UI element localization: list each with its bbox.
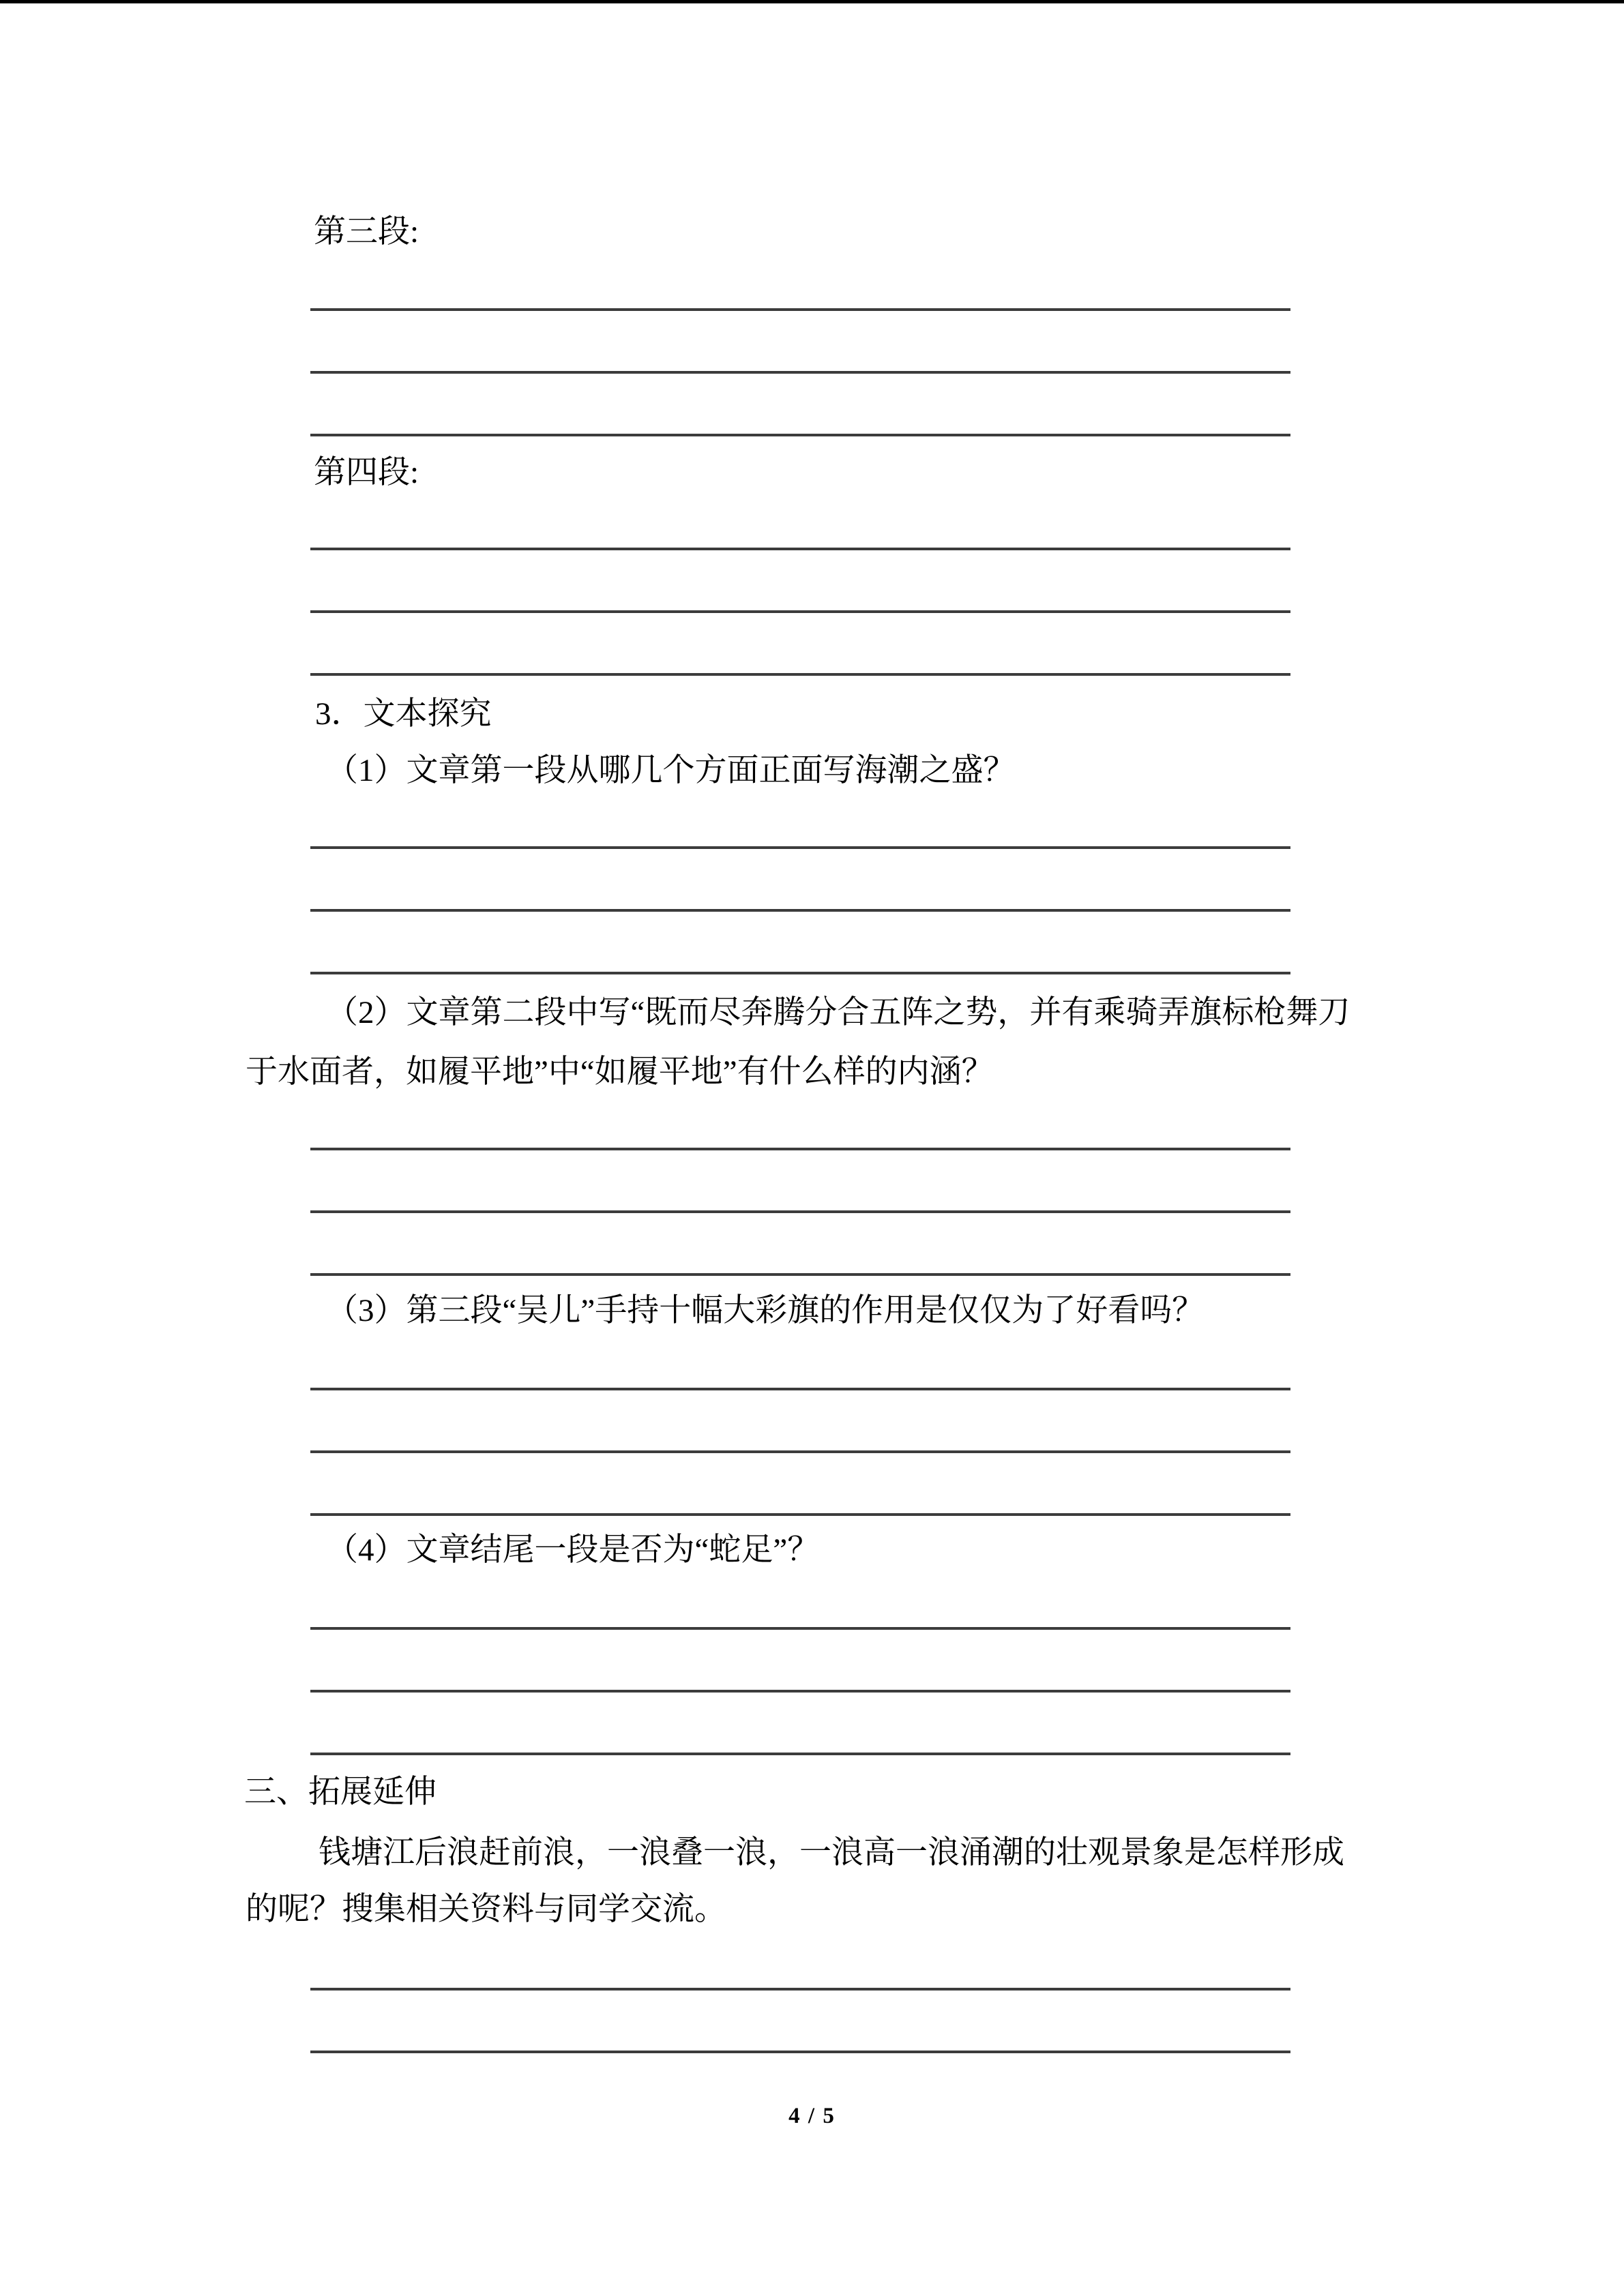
paragraph3-label: 第三段: <box>314 214 419 250</box>
answer-line <box>310 1630 1290 1693</box>
answer-lines-question-2 <box>310 1088 1290 1276</box>
answer-line <box>310 1453 1290 1516</box>
answer-line <box>310 550 1290 613</box>
answer-lines-paragraph4 <box>310 488 1290 676</box>
answer-line <box>310 248 1290 311</box>
answer-line <box>310 311 1290 374</box>
answer-lines-question-1 <box>310 786 1290 974</box>
answer-line <box>310 786 1290 849</box>
extension-body-line1: 钱塘江后浪赶前浪，一浪叠一浪，一浪高一浪涌潮的壮观景象是怎样形成 <box>319 1835 1344 1870</box>
answer-lines-question-4 <box>310 1567 1290 1755</box>
answer-line <box>310 1567 1290 1630</box>
answer-line <box>310 1693 1290 1755</box>
extension-body-line2: 的呢？搜集相关资料与同学交流。 <box>246 1892 726 1927</box>
answer-line <box>310 1390 1290 1453</box>
answer-lines-paragraph3 <box>310 248 1290 436</box>
question-1: （1）文章第一段从哪几个方面正面写海潮之盛？ <box>326 753 1016 788</box>
explore-section-heading: 3．文本探究 <box>315 696 492 732</box>
extension-section-heading: 三、拓展延伸 <box>244 1774 437 1810</box>
paragraph4-label: 第四段: <box>314 455 419 490</box>
answer-line <box>310 374 1290 436</box>
page-number: 4 / 5 <box>788 2104 836 2128</box>
answer-line <box>310 1328 1290 1390</box>
answer-line <box>310 488 1290 550</box>
page-top-border <box>0 0 1624 3</box>
answer-lines-extension <box>310 1928 1290 2053</box>
answer-line <box>310 1150 1290 1213</box>
answer-line <box>310 912 1290 974</box>
answer-lines-question-3 <box>310 1328 1290 1516</box>
answer-line <box>310 1088 1290 1150</box>
question-4: （4）文章结尾一段是否为“蛇足”？ <box>326 1532 820 1568</box>
answer-line <box>310 613 1290 676</box>
question-2-line1: （2）文章第二段中写“既而尽奔腾分合五阵之势，并有乘骑弄旗标枪舞刀 <box>326 995 1350 1030</box>
question-2-line2: 于水面者，如履平地”中“如履平地”有什么样的内涵？ <box>246 1054 994 1090</box>
answer-line <box>310 1928 1290 1991</box>
answer-line <box>310 849 1290 912</box>
answer-line <box>310 1213 1290 1276</box>
question-3: （3）第三段“吴儿”手持十幅大彩旗的作用是仅仅为了好看吗？ <box>326 1293 1205 1328</box>
answer-line <box>310 1991 1290 2053</box>
